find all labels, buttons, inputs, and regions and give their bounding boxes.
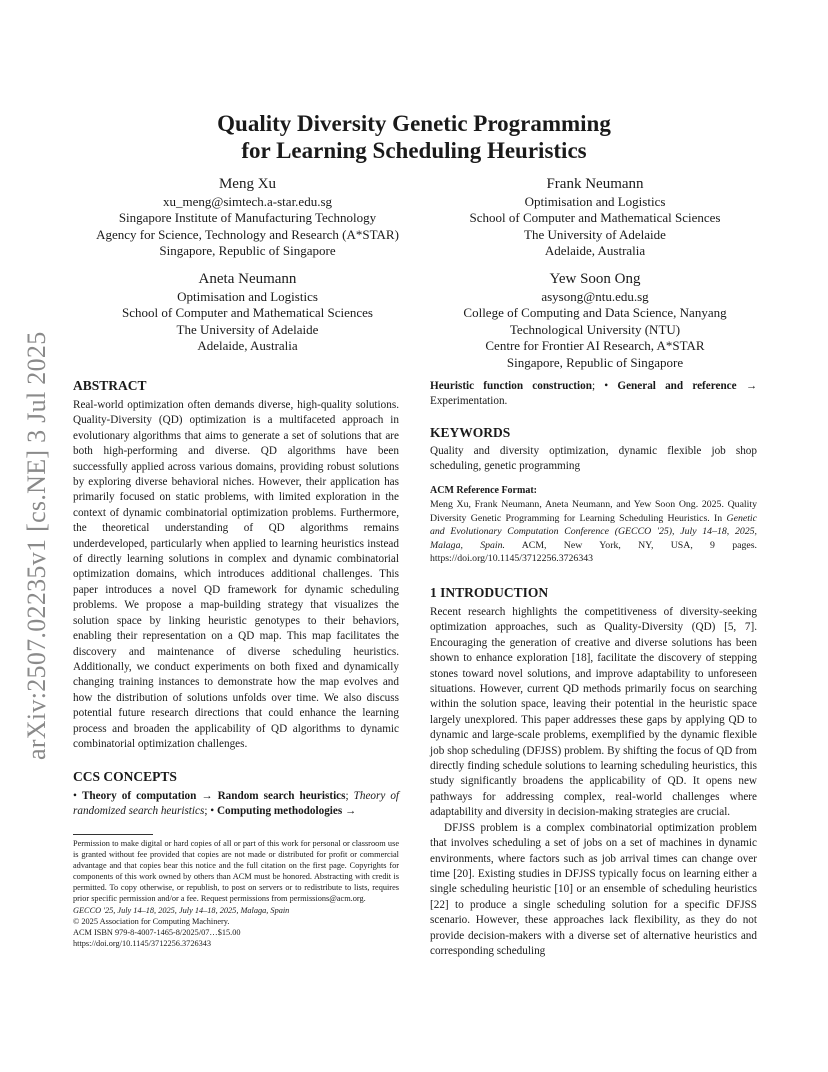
keywords-text: Quality and diversity optimization, dynamic flexible job shop scheduling, genetic programming (430, 445, 757, 473)
author-affiliation: Optimisation and Logistics (177, 289, 318, 304)
title-line-2: for Learning Scheduling Heuristics (241, 138, 587, 163)
author-email: asysong@ntu.edu.sg (541, 289, 649, 304)
keywords-heading: KEYWORDS (430, 425, 511, 440)
footnote-divider (73, 834, 153, 835)
doi-line: https://doi.org/10.1145/3712256.3726343 (73, 938, 212, 948)
copyright-line: © 2025 Association for Computing Machinery. (73, 916, 230, 926)
author-affiliation: College of Computing and Data Science, Nanyang (463, 305, 727, 321)
paragraph: Recent research highlights the competitiveness of diversity-seeking optimization approaches, such as Quality-Diversity (QD) [5, 7]. Encouraging the generation of creative and diverse solutions has been shown to enhance exploration [18], facilitate the discovery of stepping stones toward novel solutions, and improve adaptability to unforeseen situations. However, current QD methods primarily focus on searching within the solution space, leaving their potential in the heuristic space largely unexplored. This paper addresses these gaps by applying QD to dynamic and large-scale problems, exemplified by the dynamic flexible job shop scheduling (DFJSS) problem. By shifting the focus of QD from directly finding schedule solutions to learning scheduling heuristics, this study significantly broadens the applicability of QD. It opens new pathways for addressing complex, real-world challenges where adaptability and diversity in decision-making strategies are crucial. (430, 606, 757, 819)
author-name: Meng Xu (218, 176, 277, 192)
ccs-text: • Theory of computation → Random search heuristics; Theory of randomized search heuristics; • Computing methodologies → (73, 790, 400, 818)
author-name: Frank Neumann (546, 176, 644, 192)
author-block-4 (425, 270, 765, 371)
ccs-term: Theory of randomized search heuristics (73, 790, 400, 818)
author-affiliation: Agency for Science, Technology and Research (A*STAR) (96, 226, 399, 242)
author-affiliation: Singapore Institute of Manufacturing Technology (118, 210, 377, 226)
author-name: Yew Soon Ong (549, 271, 641, 287)
introduction-section (430, 584, 757, 959)
abstract-section (73, 377, 399, 752)
paper-title (0, 110, 828, 164)
ccs-term: Computing methodologies (216, 805, 343, 818)
author-affiliation: The University of Adelaide (176, 321, 319, 337)
author-block-1 (90, 175, 405, 260)
ccs-term: Theory of computation (81, 790, 197, 802)
ccs-heading: CCS CONCEPTS (73, 769, 177, 784)
author-location: Adelaide, Australia (197, 338, 298, 354)
author-affiliation: Technological University (NTU) (509, 321, 681, 337)
author-location: Singapore, Republic of Singapore (506, 354, 684, 370)
introduction-body (430, 605, 757, 959)
permission-footnote (73, 838, 399, 949)
ccs-term: Heuristic function construction (430, 380, 592, 392)
ccs-continuation: Heuristic function construction; • General and reference → Experimentation. (430, 380, 758, 408)
ccs-term: Random search heuristics (217, 790, 346, 802)
author-affiliation: Optimisation and Logistics (524, 194, 666, 209)
conference-line: GECCO '25, July 14–18, 2025, July 14–18, 2025, Malaga, Spain (73, 905, 290, 915)
author-block-3 (90, 270, 405, 355)
author-location: Singapore, Republic of Singapore (159, 243, 336, 259)
author-affiliation: Centre for Frontier AI Research, A*STAR (485, 338, 705, 354)
ccs-section (73, 768, 399, 820)
title-line-1: Quality Diversity Genetic Programming (217, 111, 611, 136)
author-email: xu_meng@simtech.a-star.edu.sg (162, 194, 333, 209)
acm-reference-heading: ACM Reference Format: (430, 485, 537, 496)
author-location: Adelaide, Australia (544, 243, 646, 259)
isbn-line: ACM ISBN 979-8-4007-1465-8/2025/07…$15.00 (73, 927, 241, 937)
paragraph: DFJSS problem is a complex combinatorial optimization problem that involves scheduling a set of jobs on a set of machines in dynamic environments, where factors such as job arrival times can change over time [20]. Existing studies in DFJSS typically focus on learning either a single scheduling heuristic [10] or an ensemble of scheduling heuristics [22] to produce a single scheduling solution for a specific DFJSS scenario. However, these approaches lack flexibility, as they do not provide decision-makers with a diverse set of alternative heuristics and corresponding scheduling (430, 821, 757, 957)
author-name: Aneta Neumann (198, 271, 297, 287)
ccs-term: Experimentation. (430, 395, 508, 408)
abstract-text: Real-world optimization often demands diverse, high-quality solutions. Quality-Diversity (QD) optimization is a multifaceted approach in evolutionary algorithms that aims to generate a set of solutions that are both high-performing and diverse. QD algorithms have been successfully applied across various domains, providing robust solutions by exploring diverse behavioral niches. However, their application has primarily focused on static problems, with limited exploration in the context of dynamic combinatorial optimization problems. Furthermore, the theoretical understanding of QD algorithms remains underdeveloped, particularly when applied to learning heuristics instead of directly learning solutions in complex and dynamic combinatorial optimization domains, which introduces additional challenges. This paper introduces a novel QD framework for dynamic scheduling problems. We propose a map-building strategy that visualizes the solution space by linking heuristic genotypes to their behaviors, enabling their representation on a QD map. This map facilitates the discovery and maintenance of diverse scheduling heuristics. Additionally, we conduct experiments on both fixed and dynamically changing training instances to demonstrate how the map evolves and how the distribution of solutions unfolds over time. We also discuss potential future research directions that could enhance the learning process and broaden the applicability of QD algorithms to dynamic combinatorial optimization challenges. (73, 399, 399, 750)
keywords-section (430, 424, 757, 475)
arxiv-id: arXiv:2507.02235v1 [cs.NE] 3 Jul 2025 (22, 331, 51, 760)
author-block-2 (425, 175, 765, 260)
abstract-heading: ABSTRACT (73, 378, 147, 393)
permission-text: Permission to make digital or hard copies of all or part of this work for personal or classroom use is granted without fee provided that copies are not made or distributed for profit or commercial advantage and that copies bear this notice and the full citation on the first page. Copyrights for components of this work owned by others than ACM must be honored. Abstracting with credit is permitted. To copy otherwise, or republish, to post on servers or to redistribute to lists, requires prior specific permission and/or a fee. Request permissions from permissions@acm.org. (73, 839, 399, 904)
author-affiliation: School of Computer and Mathematical Sciences (122, 305, 373, 321)
author-affiliation: The University of Adelaide (524, 226, 666, 242)
ccs-term: General and reference (617, 380, 737, 392)
acm-reference-section (430, 484, 757, 566)
author-affiliation: School of Computer and Mathematical Sciences (469, 210, 721, 226)
acm-reference-text: Meng Xu, Frank Neumann, Aneta Neumann, and Yew Soon Ong. 2025. Quality Diversity Genetic Programming for Learning Scheduling Heuristics. In Genetic and Evolutionary Computation Conference (GECCO '25), July 14–18, 2025, Malaga, Spain. ACM, New York, NY, USA, 9 pages. https://doi.org/10.1145/3712256.3726343 (430, 499, 757, 565)
introduction-heading: 1 INTRODUCTION (430, 585, 549, 600)
